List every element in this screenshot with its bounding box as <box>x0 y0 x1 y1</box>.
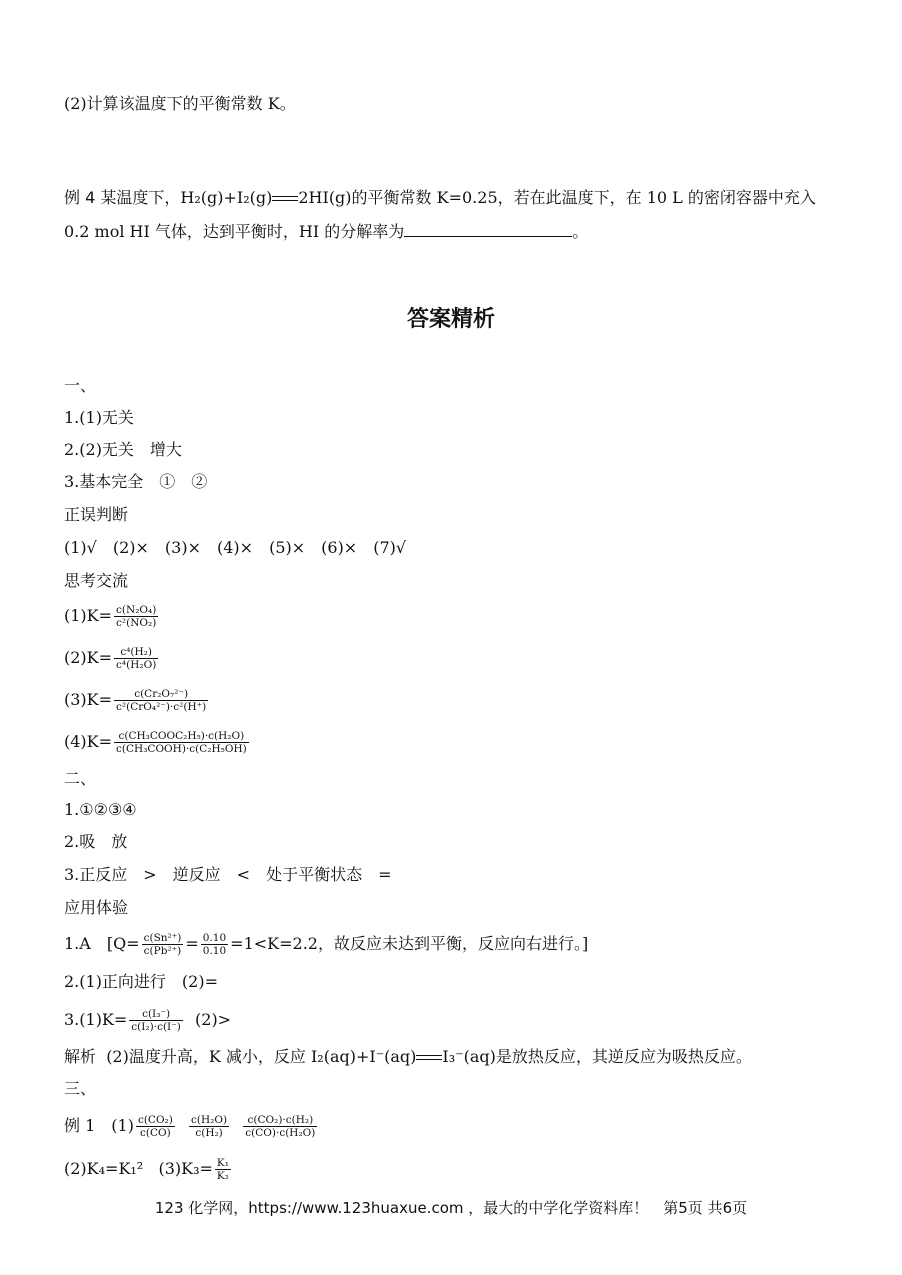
fraction: $\frac{\text{c(CO₂)}}{c(CO)}$ <box>137 1114 173 1139</box>
analysis: 解析 (2)温度升高，K 减小，反应 I₂(aq)+I⁻(aq) I₃⁻(aq)是放热反应，其逆反应为吸热反应。 <box>64 1047 752 1066</box>
fraction: $\frac{\text{c(H₂O)}}{\text{c(H₂)}}$ <box>191 1114 228 1139</box>
fraction: $\frac{\text{c⁴(H₂)}}{\text{c⁴(H₂O)}}$ <box>116 646 157 671</box>
fraction: $\frac{\text{c(N₂O₄)}}{\text{c²(NO₂)}}$ <box>116 604 157 629</box>
list-item: 3.基本完全 ① ② <box>64 472 208 491</box>
judge-heading: 正误判断 <box>64 505 129 524</box>
fraction: $\frac{0.10}{0.10}$ <box>202 932 227 957</box>
section2-heading: 二、 <box>64 769 97 788</box>
fraction: $\frac{\text{c(CO₂)·c(H₂)}}{\text{c(CO)·c(H₂O)}}$ <box>245 1114 316 1139</box>
analysis-label: 解析 <box>64 1047 97 1066</box>
apply-heading: 应用体验 <box>64 898 129 917</box>
equilibrium-arrow-icon <box>416 1053 442 1063</box>
fraction: $\frac{\text{c(I₃⁻)}}{\text{c(I₂)·c(I⁻)}}$ <box>131 1008 181 1033</box>
list-item: 3.正反应 > 逆反应 < 处于平衡状态 = <box>64 865 392 884</box>
k-expression-2: (2)K= $\frac{\text{c⁴(H₂)}}{\text{c⁴(H₂O)}}$ <box>64 646 157 671</box>
apply-answer-3: 3.(1)K= $\frac{\text{c(I₃⁻)}}{\text{c(I₂)·c(I⁻)}}$ (2)> <box>64 1008 232 1033</box>
k-expression-1: (1)K= $\frac{\text{c(N₂O₄)}}{\text{c²(NO₂)}}$ <box>64 604 157 629</box>
example4-label: 例 4 <box>64 188 96 207</box>
judge-answers: (1)√ (2)× (3)× (4)× (5)× (6)× (7)√ <box>64 538 407 557</box>
list-item: 2.吸 放 <box>64 832 128 851</box>
equilibrium-arrow-icon <box>272 194 298 204</box>
example4-line2: 0.2 mol HI 气体，达到平衡时，HI 的分解率为 。 <box>64 222 589 241</box>
k-expression-3: (3)K= $\frac{\text{c(Cr₂O₇²⁻)}}{\text{c²(CrO₄²⁻)·c²(H⁺)}}$ <box>64 688 207 713</box>
page-footer: 123 化学网，https://www.123huaxue.com ，最大的中学化学资料库！ 第5页 共6页 <box>154 1199 748 1217</box>
answer-title: 答案精析 <box>406 307 495 332</box>
section3-heading: 三、 <box>64 1079 97 1098</box>
example1-parts: (2)K₄=K₁² (3)K₃= $\frac{\text{K₁}}{\text{K₂}}$ <box>64 1157 229 1182</box>
example4-line1: 例 4 某温度下，H₂(g)+I₂(g) 2HI(g)的平衡常数 K=0.25，若在此温度下，在 10 L 的密闭容器中充入 <box>64 188 816 207</box>
fraction: $\frac{\text{c(Cr₂O₇²⁻)}}{\text{c²(CrO₄²⁻)·c²(H⁺)}}$ <box>116 688 207 713</box>
answer-blank[interactable] <box>404 222 572 237</box>
question-part2: (2)计算该温度下的平衡常数 K。 <box>64 94 296 113</box>
fraction: $\frac{\text{K₁}}{\text{K₂}}$ <box>216 1157 229 1182</box>
section1-heading: 一、 <box>64 376 97 395</box>
fraction: $\frac{\text{c(CH₃COOC₂H₅)·c(H₂O)}}{\text{c(CH₃COOH)·c(C₂H₅OH)}}$ <box>116 730 247 755</box>
k-expression-4: (4)K= $\frac{\text{c(CH₃COOC₂H₅)·c(H₂O)}}{\text{c(CH₃COOH)·c(C₂H₅OH)}}$ <box>64 730 247 755</box>
fraction: $\frac{\text{c(Sn²⁺)}}{\text{c(Pb²⁺)}}$ <box>143 932 182 957</box>
list-item: 2.(2)无关 增大 <box>64 440 182 459</box>
think-heading: 思考交流 <box>64 571 129 590</box>
list-item: 1.(1)无关 <box>64 408 134 427</box>
list-item: 1.①②③④ <box>64 800 137 819</box>
apply-answer-1: 1.A [Q= $\frac{\text{c(Sn²⁺)}}{\text{c(Pb²⁺)}}$ = $\frac{0.10}{0.10}$ =1<K=2.2，故反应未达到平衡，反应向右进行。] <box>64 932 589 957</box>
apply-answer-2: 2.(1)正向进行 (2)= <box>64 972 219 991</box>
example1-answer: 例 1 (1) $\frac{\text{c(CO₂)}}{c(CO)}$ $\frac{\text{c(H₂O)}}{\text{c(H₂)}}$ $\frac{\text{c(CO₂)·c(H₂)}}{\text{c(CO)·c(H₂O)}}$ <box>64 1114 316 1139</box>
